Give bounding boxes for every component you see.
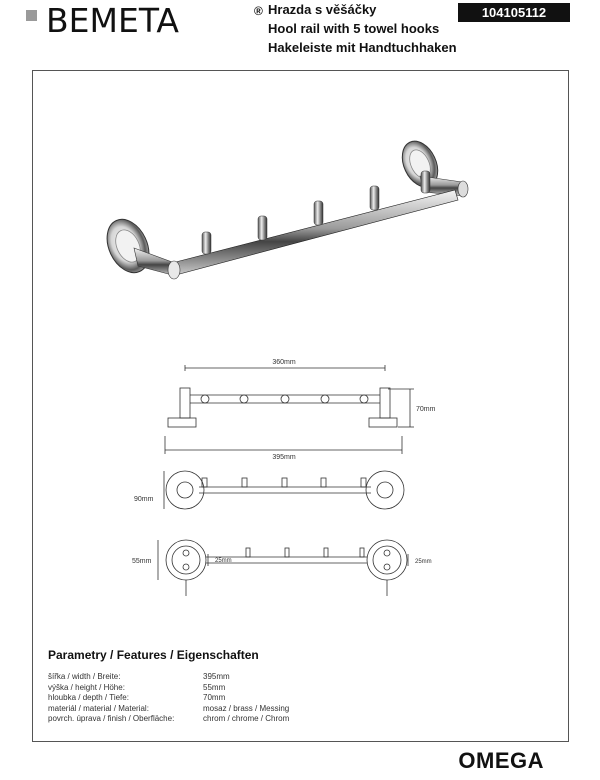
- feature-label: hloubka / depth / Tiefe:: [48, 693, 129, 702]
- series-name: OMEGA: [458, 748, 544, 773]
- bottom-right-small-label: 25mm: [415, 559, 432, 565]
- front-view: [165, 365, 414, 454]
- title-de: Hakeleiste mit Handtuchhaken: [268, 40, 457, 55]
- feature-label: výška / height / Höhe:: [48, 682, 125, 692]
- title-cz: Hrazda s věšáčky: [268, 2, 377, 17]
- front-height-label: 70mm: [416, 406, 436, 413]
- feature-value: 395mm: [203, 672, 230, 681]
- features-title: Parametry / Features / Eigenschaften: [48, 648, 259, 662]
- top-view: [164, 471, 404, 509]
- feature-row: [48, 714, 290, 725]
- feature-value: chrom / chrome / Chrom: [203, 714, 290, 723]
- feature-value: mosaz / brass / Messing: [203, 703, 290, 713]
- top-depth-label: 90mm: [134, 496, 154, 503]
- feature-label: materiál / material / Material:: [48, 703, 149, 713]
- feature-row: [48, 672, 259, 683]
- front-inner-width-label: 360mm: [272, 359, 296, 366]
- bottom-height-label: 55mm: [132, 558, 152, 565]
- features-section: [48, 648, 290, 725]
- product-photo: [99, 135, 468, 279]
- feature-row: [48, 703, 290, 715]
- feature-row: [48, 683, 259, 694]
- feature-label: povrch. úprava / finish / Oberfläche:: [48, 714, 175, 723]
- product-code: 104105112: [458, 3, 570, 22]
- feature-value: 70mm: [203, 693, 226, 702]
- feature-value: 55mm: [203, 682, 226, 692]
- registered-mark: ®: [254, 4, 263, 18]
- bottom-view: [158, 540, 408, 596]
- feature-label: šířka / width / Breite:: [48, 672, 121, 681]
- front-total-width-label: 395mm: [272, 454, 296, 461]
- bottom-left-small-label: 25mm: [215, 558, 232, 564]
- feature-row: [48, 693, 259, 704]
- title-en: Hool rail with 5 towel hooks: [268, 21, 440, 36]
- logo-text: BEMETA: [46, 1, 179, 40]
